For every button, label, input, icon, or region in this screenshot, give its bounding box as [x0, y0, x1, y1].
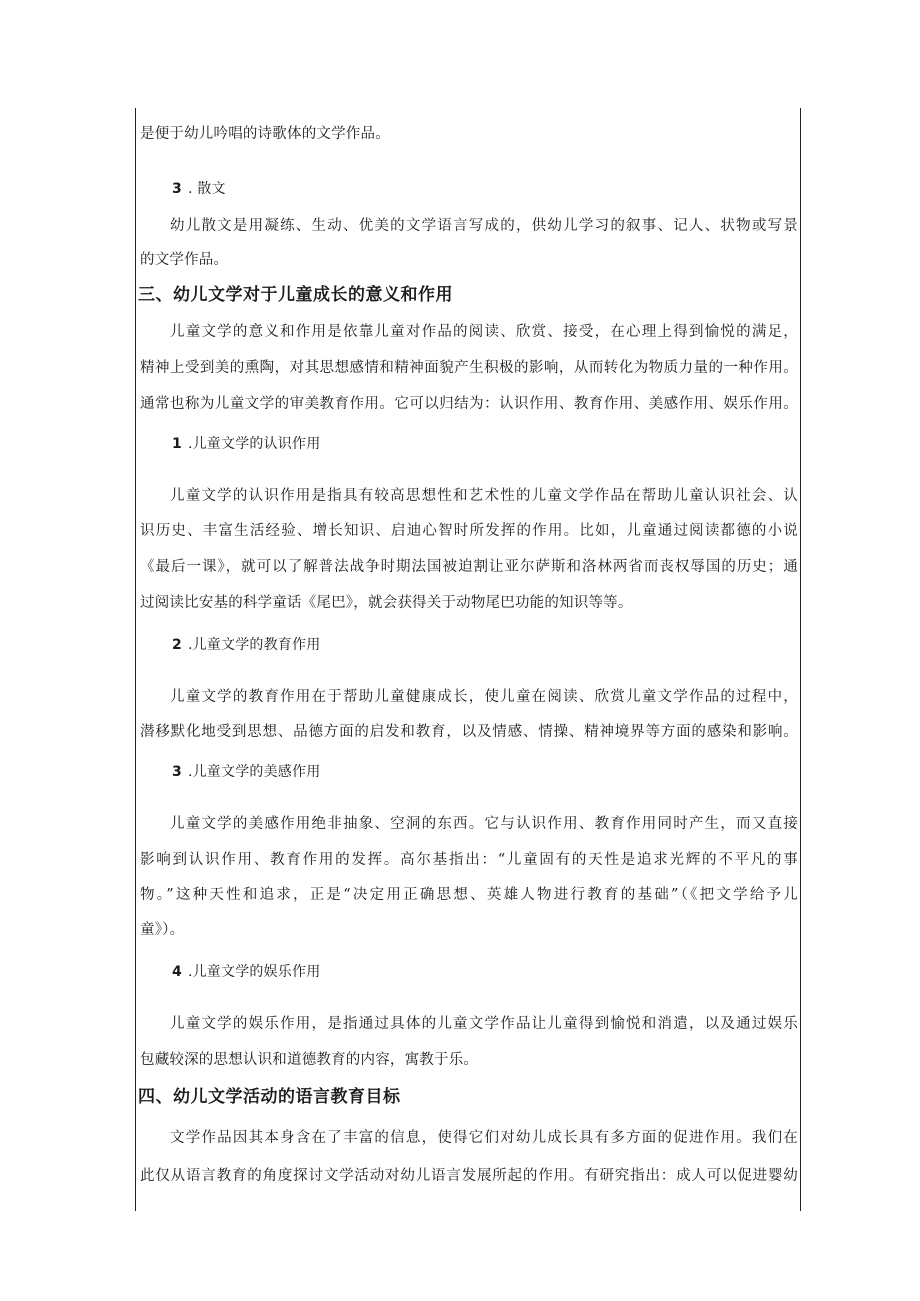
section-heading-4: 四、幼儿文学活动的语言教育目标	[138, 1087, 401, 1107]
subsection-heading-4	[172, 962, 830, 982]
paragraph-line: 影响到认识作用、教育作用的发挥。高尔基指出：“儿童固有的天性是追求光辉的不平凡的事	[140, 852, 798, 868]
subsection-heading-1	[172, 434, 830, 454]
paragraph-line: 精神上受到美的熏陶，对其思想感情和精神面貌产生积极的影响，从而转化为物质力量的一种作用。	[140, 360, 798, 376]
paragraph-line: 包藏较深的思想认识和道德教育的内容，寓教于乐。	[140, 1052, 479, 1068]
paragraph-line: 识历史、丰富生活经验、增长知识、启迪心智时所发挥的作用。比如，儿童通过阅读都德的小说	[140, 523, 798, 539]
paragraph-line: 文学作品因其本身含在了丰富的信息，使得它们对幼儿成长具有多方面的促进作用。我们在	[170, 1130, 798, 1146]
subsection-title: . 散文	[187, 181, 226, 197]
paragraph-line: 此仅从语言教育的角度探讨文学活动对幼儿语言发展所起的作用。有研究指出：成人可以促进婴幼	[140, 1168, 798, 1184]
paragraph-line: 儿童文学的娱乐作用，是指通过具体的儿童文学作品让儿童得到愉悦和消遣，以及通过娱乐	[170, 1016, 798, 1032]
subsection-number: 2	[172, 637, 182, 653]
subsection-title: .儿童文学的教育作用	[187, 637, 321, 653]
subsection-number: 3	[172, 181, 182, 197]
paragraph-line: 童》）。	[140, 922, 185, 938]
paragraph-line: 物。”这种天性和追求，正是“决定用正确思想、英雄人物进行教育的基础”（《把文学给予儿	[140, 887, 798, 903]
paragraph-line: 的文学作品。	[140, 252, 229, 268]
subsection-heading-3	[172, 762, 830, 782]
subsection-number: 4	[172, 964, 182, 980]
paragraph-line: 是便于幼儿吟唱的诗歌体的文学作品。	[140, 126, 390, 142]
paragraph-line: 儿童文学的美感作用绝非抽象、空洞的东西。它与认识作用、教育作用同时产生，而又直接	[170, 816, 798, 832]
paragraph-line: 儿童文学的教育作用在于帮助儿童健康成长，使儿童在阅读、欣赏儿童文学作品的过程中，	[170, 689, 798, 705]
paragraph-line: 过阅读比安基的科学童话《尾巴》，就会获得关于动物尾巴功能的知识等等。	[140, 595, 633, 611]
subsection-title: .儿童文学的娱乐作用	[187, 964, 321, 980]
section-heading-3: 三、幼儿文学对于儿童成长的意义和作用	[138, 285, 453, 305]
subsection-heading-2	[172, 635, 830, 655]
subsection-title: .儿童文学的美感作用	[187, 764, 321, 780]
paragraph-line: 潜移默化地受到思想、品德方面的启发和教育，以及情感、情操、精神境界等方面的感染和影响。	[140, 724, 798, 740]
page-frame	[135, 108, 801, 1211]
subsection-number: 3	[172, 764, 182, 780]
subsection-number: 1	[172, 436, 182, 452]
paragraph-line: 《最后一课》，就可以了解普法战争时期法国被迫割让亚尔萨斯和洛林两省而丧权辱国的历史；通	[140, 559, 798, 575]
paragraph-line: 儿童文学的意义和作用是依靠儿童对作品的阅读、欣赏、接受，在心理上得到愉悦的满足，	[170, 324, 798, 340]
paragraph-line: 儿童文学的认识作用是指具有较高思想性和艺术性的儿童文学作品在帮助儿童认识社会、认	[170, 488, 798, 504]
paragraph-line: 幼儿散文是用凝练、生动、优美的文学语言写成的，供幼儿学习的叙事、记人、状物或写景	[170, 218, 798, 234]
subsection-heading-prose	[172, 179, 830, 199]
subsection-title: .儿童文学的认识作用	[187, 436, 321, 452]
paragraph-line: 通常也称为儿童文学的审美教育作用。它可以归结为：认识作用、教育作用、美感作用、娱乐作用。	[140, 396, 798, 412]
